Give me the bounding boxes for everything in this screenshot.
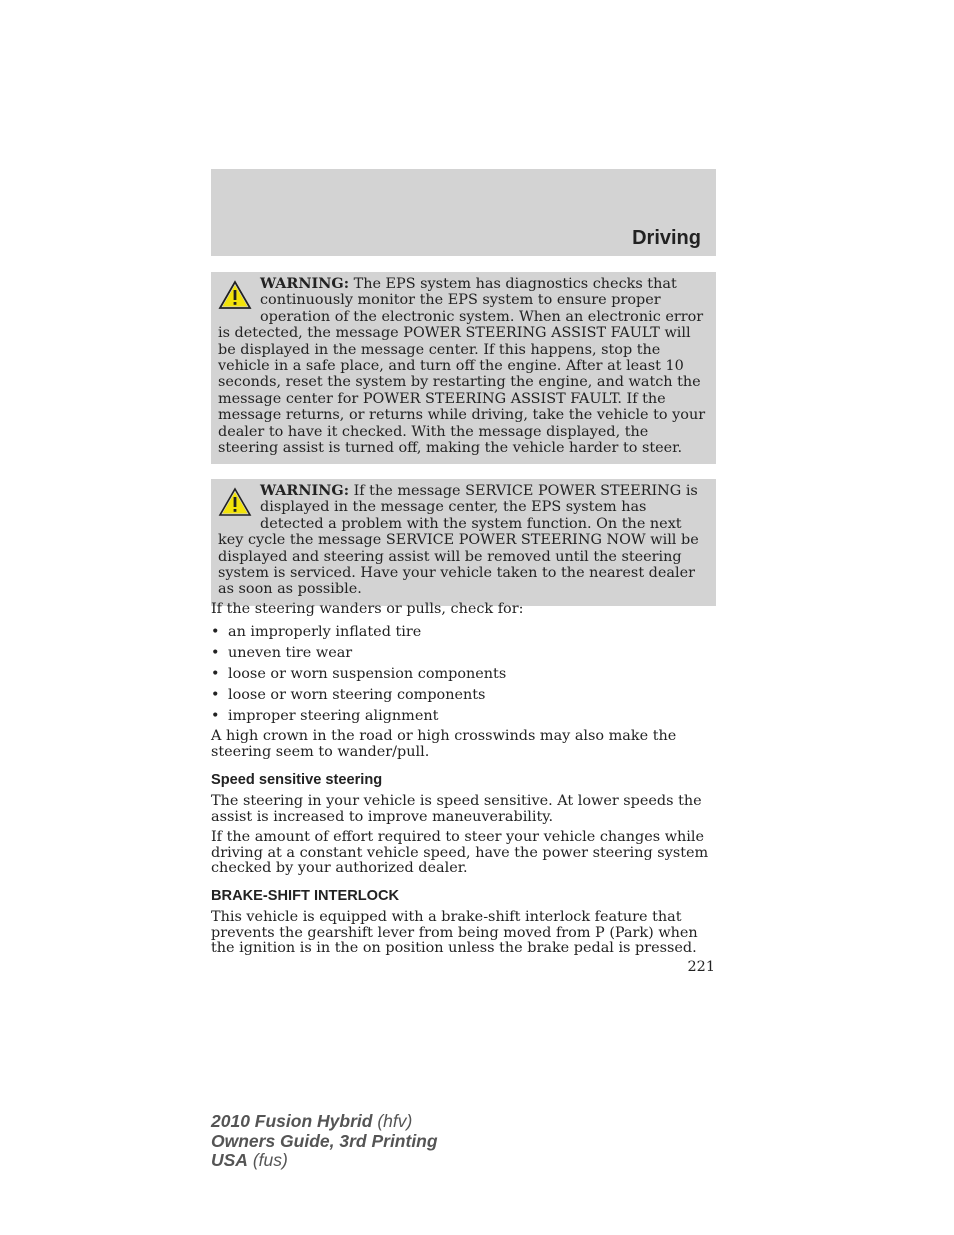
list-item: • loose or worn steering components (211, 687, 486, 703)
speed-steering-heading: Speed sensitive steering (211, 772, 383, 788)
section-header (211, 169, 716, 256)
interlock-paragraph: This vehicle is equipped with a brake-shift interlock feature that prevents the gearshift lever from being moved from P (Park) when the ignition is in the on position unless the brake pedal is pressed. (211, 909, 698, 956)
list-item: • uneven tire wear (211, 645, 353, 661)
warning-text: The EPS system has diagnostics checks that continuously monitor the EPS system to ensure proper operation of the electronic system. When an electronic error is detected, the message POWER STEERING ASSIST FAULT will be displayed in the message center. If this happens, stop the vehicle in a safe place, and turn off the engine. After at least 10 seconds, reset the system by restarting the engine, and watch the message center for POWER STEERING ASSIST FAULT. If the message returns, or returns while driving, take the vehicle to your dealer to have it checked. With the message displayed, the steering assist is turned off, making the vehicle harder to steer. (218, 276, 706, 457)
interlock-heading: BRAKE-SHIFT INTERLOCK (211, 888, 400, 904)
warning-text: If the message SERVICE POWER STEERING is displayed in the message center, the EPS system has detected a problem with the system function. On the next key cycle the message SERVICE POWER STEERING NOW will be displayed and steering assist will be removed until the steering system is serviced. Have your vehicle taken to the nearest dealer as soon as possible. (218, 483, 699, 598)
warning-label: WARNING: (260, 482, 350, 499)
warning-box-service-steering (211, 479, 716, 606)
page-number: 221 (687, 959, 715, 975)
list-item: • an improperly inflated tire (211, 624, 422, 640)
warning-label: WARNING: (260, 275, 350, 292)
warning-icon (218, 487, 252, 517)
speed-steering-paragraph-2: If the amount of effort required to steer your vehicle changes while driving at a constant vehicle speed, have the power steering system checked by your authorized dealer. (211, 829, 709, 876)
warning-box-eps-diagnostics (211, 272, 716, 464)
list-item: • improper steering alignment (211, 708, 439, 724)
speed-steering-paragraph-1: The steering in your vehicle is speed sensitive. At lower speeds the assist is increased to improve maneuverability. (211, 793, 702, 825)
list-item: • loose or worn suspension components (211, 666, 507, 682)
section-title: Driving (632, 227, 701, 249)
warning-icon (218, 280, 252, 310)
footer-edition-info: 2010 Fusion Hybrid (hfv) Owners Guide, 3rd Printing USA (fus) (211, 1111, 438, 1170)
check-intro: If the steering wanders or pulls, check for: (211, 601, 524, 617)
crown-paragraph: A high crown in the road or high crosswinds may also make the steering seem to wander/pull. (211, 728, 677, 760)
